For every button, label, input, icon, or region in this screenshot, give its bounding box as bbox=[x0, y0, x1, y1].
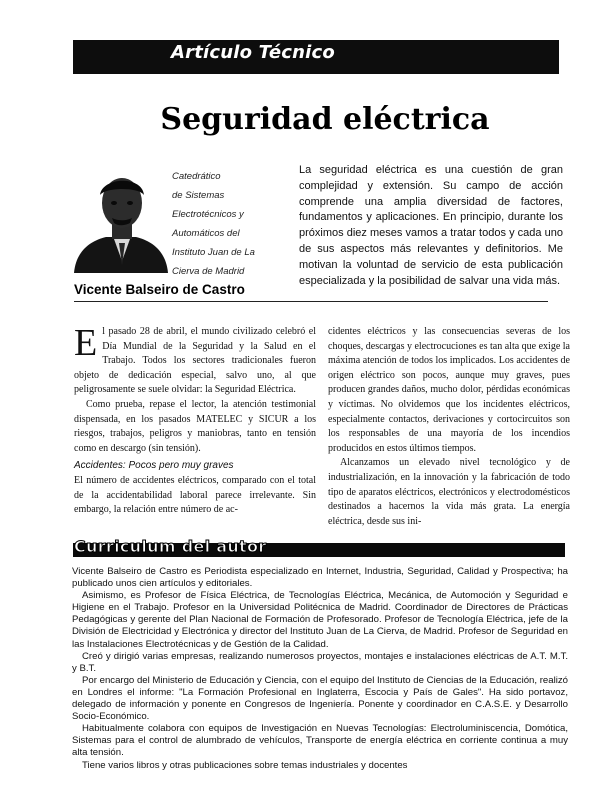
body-paragraph: El pasado 28 de abril, el mundo civilizado celebró el Día Mundial de la Seguridad y la Salud en el Trabajo. Todos los sectores tradicionales fueron objeto de dedicación especial, salvo uno, al que peligrosamente se suele olvidar: la Seguridad Eléctrica. bbox=[74, 322, 316, 396]
author-role-line: Instituto Juan de La bbox=[172, 247, 255, 258]
cv-paragraph: Tiene varios libros y otras publicaciones sobre temas industriales y docentes bbox=[82, 759, 408, 771]
drop-cap: E bbox=[74, 322, 98, 364]
cv-section bbox=[72, 566, 568, 772]
author-role bbox=[172, 167, 292, 281]
cv-paragraph: Por encargo del Ministerio de Educación y Ciencia, con el equipo del Instituto de Ciencias de la Educación, realizó en Londres el informe: "La Formación Profesional en Inglaterra, Escocia y País de Gales". Ha sido portavoz, delegado de información y ponente en Congresos de Ingeniería. Ponente y coordinador en C.A.S.E. y Desarrollo Socio-Económico. bbox=[72, 674, 568, 723]
body-column-right bbox=[328, 325, 570, 529]
body-column-left bbox=[74, 322, 316, 518]
author-photo bbox=[72, 165, 170, 273]
body-paragraph: cidentes eléctricos y las consecuencias severas de los choques, descargas y electrocuciones es tan alta que exige la máxima atención de todos los implicados. Los accidentes de origen eléctrico son pocos, aunque muy graves, pues producen grandes daños, mucho dolor, pérdidas económicas y víctimas. No olvidemos que los incidentes eléctricos, especialmente contactos, derivaciones y cortocircuitos son los responsables de una mayoría de los incendios producidos en estos últimos tiempos. bbox=[328, 326, 570, 454]
author-role-line: Automáticos del bbox=[172, 228, 240, 239]
cv-paragraph: Asimismo, es Profesor de Física Eléctrica, de Tecnologías Eléctrica, Mecánica, de Automoción y Seguridad e Higiene en el Trabajo. Profesor en la Universidad Politécnica de Madrid. Coordinador de Directores de Prácticas Pedagógicas y gerente del Plan Nacional de Formación de Profesorado. Profesor de Tecnología Eléctrica, jefe de la División de Electricidad y Electrónica y director del Instituto Juan de La Cierva, de Madrid. Profesor de Seguridad en las Instalaciones Electrotécnicas y de Gestión de la Calidad. bbox=[72, 590, 568, 650]
author-role-line: Catedrático bbox=[172, 171, 221, 182]
author-name: Vicente Balseiro de Castro bbox=[74, 282, 245, 297]
section-label: Artículo Técnico bbox=[171, 42, 335, 63]
cv-paragraph: Vicente Balseiro de Castro es Periodista especializado en Internet, Industria, Seguridad, Calidad y Prospectiva; ha publicado unos cien artículos y editoriales. bbox=[72, 566, 568, 590]
cv-heading: Curriculum del autor bbox=[74, 537, 267, 556]
author-role-line: Electrotécnicos y bbox=[172, 209, 244, 220]
author-portrait-image bbox=[72, 165, 170, 273]
intro-paragraph: La seguridad eléctrica es una cuestión de gran complejidad y extensión. Su campo de acción comprende una amplia diversidad de factores, fundamentos y aplicaciones. En principio, durante los próximos diez meses vamos a tratar todos y cada uno de sus aspectos más relevantes y definitorios. Me motivan la voluntad de servicio de esta publicación especializada y la posibilidad de salvar una vida más. bbox=[299, 164, 563, 287]
section-divider bbox=[74, 301, 548, 302]
author-role-line: de Sistemas bbox=[172, 190, 225, 201]
body-paragraph: Alcanzamos un elevado nivel tecnológico y de industrialización, en la innovación y la fabricación de todo tipo de aparatos eléctricos, electrónicos y electrodomésticos destinados a hacernos la vida más grata. La energía eléctrica, desde sus ini- bbox=[328, 457, 570, 527]
author-role-line: Cierva de Madrid bbox=[172, 266, 245, 277]
body-paragraph: Como prueba, repase el lector, la atención testimonial dispensada, en los pasados MATELEC y SICUR a los riesgos, trabajos, peligros y maniobras, tanto en tensión como en descargo (sin tensión). bbox=[74, 398, 316, 454]
article-title: Seguridad eléctrica bbox=[160, 102, 490, 137]
cv-paragraph: Creó y dirigió varias empresas, realizando numerosos proyectos, montajes e instalaciones eléctricas de A.T. M.T. y B.T. bbox=[72, 650, 568, 674]
body-paragraph: El número de accidentes eléctricos, comparado con el total de la accidentabilidad laboral parece irrelevante. Sin embargo, la relación entre número de ac- bbox=[74, 474, 316, 516]
subheading: Accidentes: Pocos pero muy graves bbox=[74, 460, 234, 472]
cv-paragraph: Habitualmente colabora con equipos de Investigación en Nuevas Tecnologías: Electroluminiscencia, Domótica, Sistemas para el control de alumbrado de vehículos, Transporte de energía eléctrica en corriente continua a muy alta tensión. bbox=[72, 723, 568, 759]
section-banner bbox=[73, 40, 559, 74]
